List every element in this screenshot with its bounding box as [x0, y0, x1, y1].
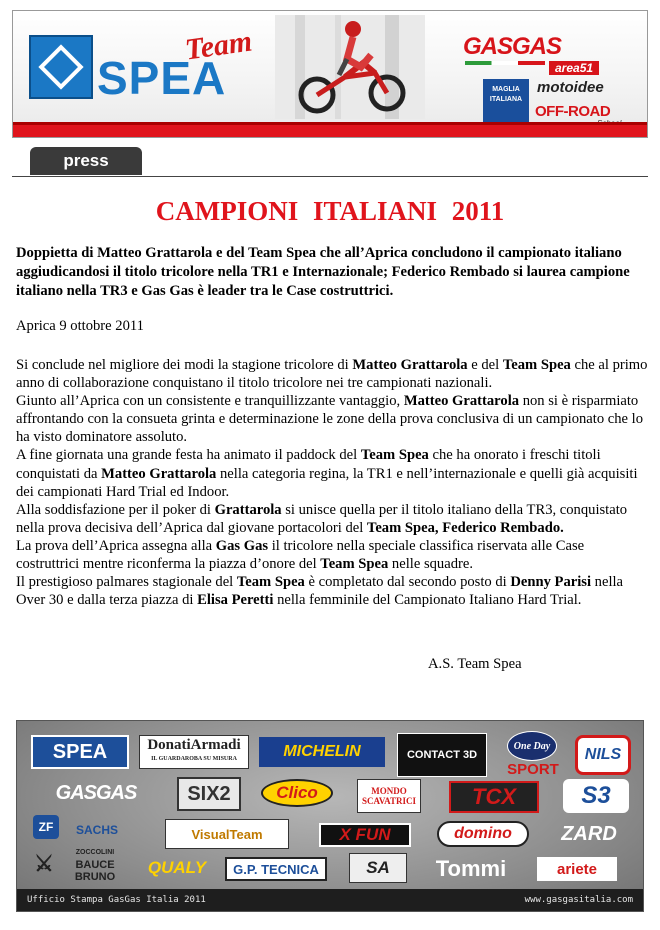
article-body [16, 356, 648, 609]
sponsor-mondo-scavatrici-logo: MONDO SCAVATRICI [357, 779, 421, 813]
italian-flag-stripe [465, 61, 545, 65]
paragraph-3: A fine giornata una grande festa ha animato il paddock del Team Spea che ha onorato i freschi titoli conquistati da Matteo Grattarola nella categoria regina, la TR1 e nell’internazionale e quelli già acquisiti dei campionati Hard Trial ed Indoor. [16, 447, 638, 500]
sponsor-zoccolini-icon: ⚔ [34, 851, 54, 876]
sponsor-spea-logo: SPEA [31, 735, 129, 769]
sponsor-tommi-logo: Tommi [435, 856, 507, 881]
article-dateline: Aprica 9 ottobre 2011 [16, 318, 144, 334]
sponsor-xfun-logo: X FUN [319, 823, 411, 847]
offroad-school-logo: OFF-ROAD [535, 103, 611, 120]
paragraph-6: Il prestigioso palmares stagionale del Team Spea è completato dal secondo posto di Denny Parisi nella Over 30 e dalla terza piazza di Elisa Peretti nella femminile del Campionato Italiano Hard Trial. [16, 574, 624, 609]
spea-logo-text: SPEA [97, 52, 227, 104]
paragraph-5: La prova dell’Aprica assegna alla Gas Gas il tricolore nella speciale classifica riservata alle Case costruttrici mentre riconferma la piazza d’onore del Team Spea nelle squadre. [16, 537, 585, 573]
paragraph-2: Giunto all’Aprica con un consistente e tranquillizzante vantaggio, Matteo Grattarola non si è risparmiato affrontando con la consueta grinta e determinazione le zone della prova conclusiva di un campionato che lo ha visto dominatore assoluto. [16, 393, 644, 446]
banner-red-bar [13, 125, 647, 137]
sponsor-michelin-logo: MICHELIN [259, 737, 385, 767]
gasgas-logo: GASGAS [463, 33, 562, 60]
sponsor-donati-armadi-logo: DonatiArmadi IL GUARDAROBA SU MISURA [139, 735, 249, 769]
footer-website-link[interactable]: www.gasgasitalia.com [524, 895, 633, 905]
sponsor-clico-logo: Clico [261, 779, 333, 807]
sponsor-domino-logo: domino [437, 821, 529, 847]
sponsor-zard-logo: ZARD [561, 822, 617, 845]
sponsor-panel [16, 720, 644, 912]
area51-logo: area51 [549, 61, 599, 75]
sponsor-gptecnica-logo: G.P. TECNICA [225, 857, 327, 881]
header-banner [12, 10, 648, 138]
article-signature: A.S. Team Spea [428, 656, 522, 672]
sponsor-sa-logo: SA [349, 853, 407, 883]
sponsor-gasgas-logo: GASGAS [55, 781, 137, 804]
sponsor-zf-logo: ZF [33, 815, 59, 839]
sponsor-ariete-logo: ariete [537, 857, 617, 881]
press-tab: press [30, 147, 142, 175]
sponsor-nils-logo: NILS [575, 735, 631, 775]
article-lead: Doppietta di Matteo Grattarola e del Team Spea che all’Aprica concludono il campionato italiano aggiudicandosi il titolo tricolore nella TR1 e Internazionale; Federico Rembado si laurea campione italiano nella TR3 e Gas Gas è leader tra le Case costruttrici. [16, 245, 630, 299]
trial-rider-photo [275, 15, 425, 119]
sponsor-visualteam-logo: VisualTeam [165, 819, 289, 849]
sponsor-sachs-logo: SACHS [75, 823, 118, 837]
sponsor-oneday-logo: One Day [507, 731, 557, 761]
sponsor-s3-logo: S3 [563, 779, 629, 813]
article-title: CAMPIONI ITALIANI 2011 [155, 196, 505, 226]
sponsor-contact3d-logo: CONTACT 3D [397, 733, 487, 777]
team-logo-text: Team [182, 24, 255, 67]
sponsor-footer-bar [17, 889, 643, 911]
maglia-italiana-badge: MAGLIA ITALIANA [483, 79, 529, 131]
motoidee-logo: motoidee [537, 79, 604, 96]
paragraph-4: Alla soddisfazione per il poker di Grattarola si unisce quella per il titolo italiano della TR3, conquistato nella prova decisiva dell’Aprica dal giovane portacolori del Team Spea, Federico Rembado. [16, 501, 628, 536]
sponsor-tcx-logo: TCX [449, 781, 539, 813]
sponsor-six2-logo: SIX2 [177, 777, 241, 811]
paragraph-1: Si conclude nel migliore dei modi la stagione tricolore di Matteo Grattarola e del Team Spea che al primo anno di collaborazione conquistano il titolo tricolore nei tre campionati nazionali. [16, 357, 648, 392]
press-divider [12, 176, 648, 177]
sponsor-sport-logo: SPORT [507, 760, 559, 778]
spea-logo-icon [29, 35, 93, 99]
footer-office-label: Ufficio Stampa GasGas Italia 2011 [27, 895, 206, 905]
sponsor-qualy-logo: QUALY [147, 858, 207, 877]
sponsor-zoccolini-bauce-bruno-logo: ZOCCOLINI BAUCE BRUNO [74, 849, 116, 883]
